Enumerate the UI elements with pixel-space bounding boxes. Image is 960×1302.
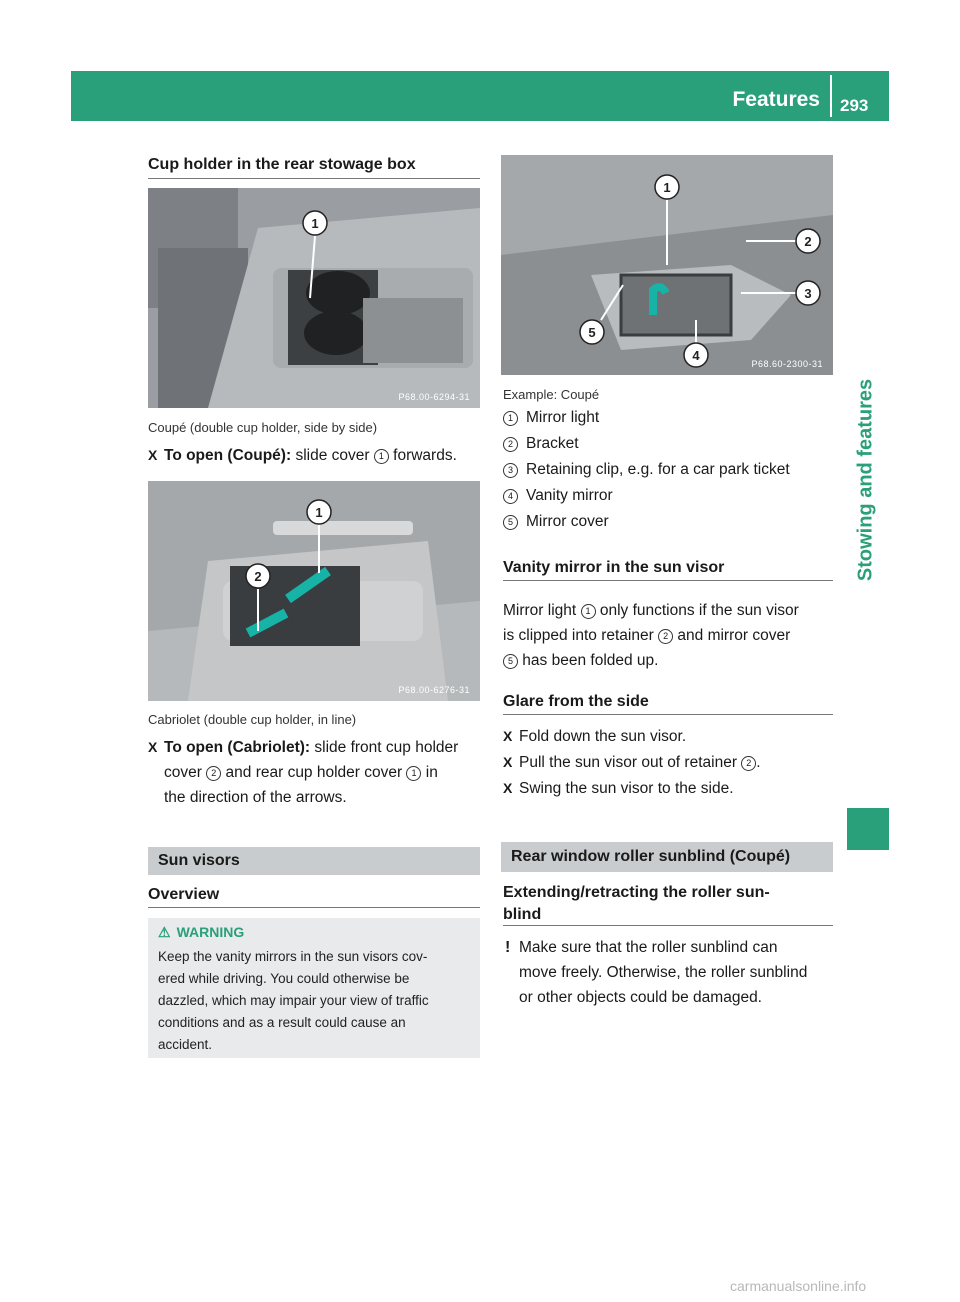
glare-heading: Glare from the side [503,693,649,710]
step-text: slide cover [291,447,374,464]
svg-text:3: 3 [804,286,812,301]
svg-text:2: 2 [254,569,262,584]
warning-title: WARNING [176,924,245,940]
photo-sun-visor [501,155,833,375]
heading-rule [503,925,833,926]
step-arrow: X [148,447,158,463]
svg-text:1: 1 [663,180,671,195]
image-code: P68.60-2300-31 [751,359,823,369]
heading-rule [148,907,480,908]
photo-caption: Example: Coupé [503,387,600,402]
vanity-mirror-heading: Vanity mirror in the sun visor [503,559,725,576]
svg-text:4: 4 [692,348,700,363]
side-tab-label: Stowing and features [854,378,877,582]
header-divider [830,75,832,117]
photo-cabriolet-cup-holder [148,481,480,701]
legend-item: 4 Vanity mirror [503,487,613,505]
legend-item: 2 Bracket [503,435,579,453]
roller-sunblind-section-band: Rear window roller sunblind (Coupé) [501,842,833,872]
svg-text:2: 2 [804,234,812,249]
heading-rule [503,714,833,715]
heading-rule [148,178,480,179]
sun-visors-section-band: Sun visors [148,847,480,875]
warning-text: Keep the vanity mirrors in the sun visors cov- ered while driving. You could otherwise be dazzled, which may impair your view of traffic conditions and as a result could cause an accident. [158,949,429,1052]
legend-item: 5 Mirror cover [503,513,609,531]
warning-icon: ⚠ [158,924,171,940]
image-code: P68.00-6276-31 [398,685,470,695]
legend-item: 1 Mirror light [503,409,599,427]
notice-icon: ! [505,939,511,956]
svg-text:1: 1 [315,505,323,520]
cup-holder-heading: Cup holder in the rear stowage box [148,156,416,173]
svg-text:5: 5 [588,325,596,340]
step-label: To open (Coupé): [164,447,292,464]
overview-heading: Overview [148,886,220,903]
side-tab-marker [847,808,889,850]
image-code: P68.00-6294-31 [398,392,470,402]
photo-coupe-cup-holder [148,188,480,408]
step-open-cabriolet: X To open (Cabriolet): slide front cup holder cover 2 and rear cup holder cover 1 in the direction of the arrows. [148,735,488,815]
page-number: 293 [840,96,869,115]
photo-caption: Cabriolet (double cup holder, in line) [148,712,357,727]
callout-1: 1 [374,449,389,464]
callout-1: 1 [406,766,421,781]
heading-rule [503,580,833,581]
callout-2: 2 [206,766,221,781]
legend-item: 3 Retaining clip, e.g. for a car park ticket [503,461,790,479]
step-arrow: X [148,739,158,755]
photo-caption: Coupé (double cup holder, side by side) [148,420,378,435]
vanity-mirror-text: Mirror light 1 only functions if the sun visor is clipped into retainer 2 and mirror cover 5 has been folded up. [503,602,799,669]
roller-sunblind-heading: Extending/retracting the roller sun- blind [503,884,770,923]
callout-1: 1 [311,216,319,231]
page-section-title: Features [732,88,820,111]
watermark: carmanualsonline.info [730,1278,867,1294]
warning-box [148,918,480,1058]
